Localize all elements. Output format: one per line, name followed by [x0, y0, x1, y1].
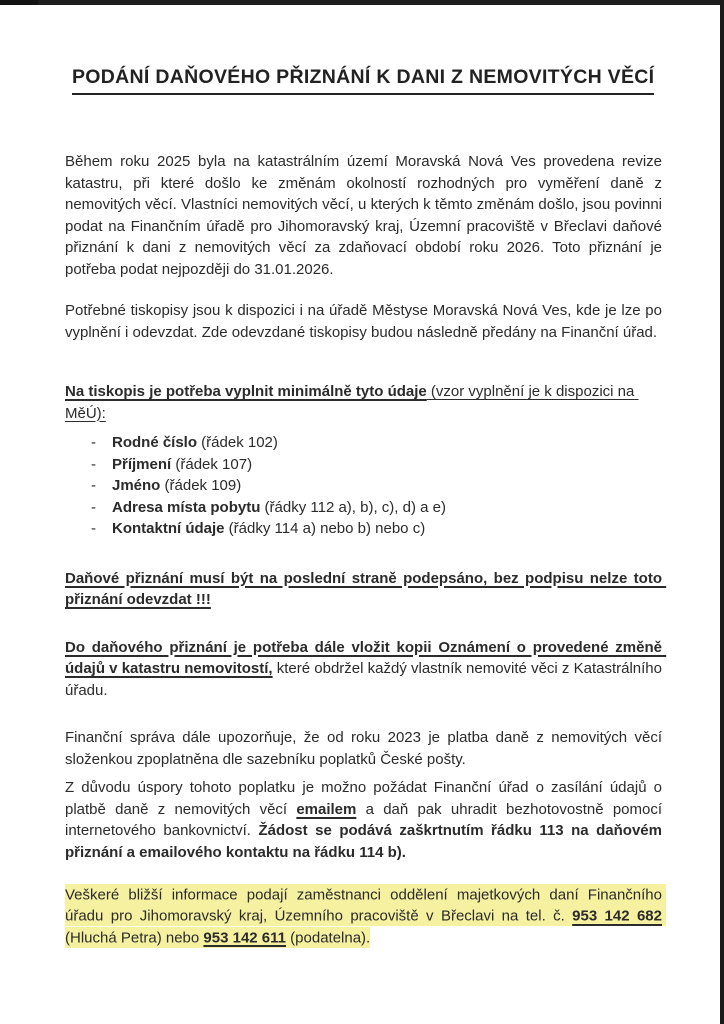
text-segment: Finanční správa dále upozorňuje, že od roku 2023 je platba daně z nemovitých věcí složenkou zpoplatněna dle sazebníku poplatků České pošty.	[65, 729, 667, 768]
text-segment: (vzor vyplnění je k dispozici na MěÚ):	[65, 383, 639, 422]
text-segment: Daňové přiznání musí být na poslední straně podepsáno, bez podpisu nelze toto přiznání odevzdat !!!	[65, 569, 667, 608]
list-item	[91, 475, 662, 497]
text-segment: Rodné číslo	[112, 434, 198, 451]
text-segment: které obdržel každý vlastník nemovité věci z Katastrálního úřadu.	[65, 660, 667, 699]
text-segment: Žádost se podává zaškrtnutím řádku 113 na daňovém přiznání a emailového kontaktu na řádku 114 b).	[65, 822, 667, 861]
list-marker: -	[91, 477, 96, 494]
text-segment: 953 142 611	[203, 927, 286, 948]
text-segment: Veškeré bližší informace podají zaměstnanci oddělení majetkových daní Finančního úřadu pro Jihomoravský kraj, Územního pracoviště v Břeclavi na tel. č.	[65, 884, 666, 927]
list-item-text	[112, 497, 446, 519]
list-item-text	[112, 454, 252, 476]
text-segment: (podatelna).	[286, 927, 370, 948]
paragraph-fee-notice	[65, 727, 667, 770]
list-item	[91, 518, 662, 540]
text-segment: Do daňového přiznání je potřeba dále vložit kopii Oznámení o provedené změně údajů v katastru nemovitostí,	[65, 638, 667, 677]
paragraph-contact-info-highlighted	[65, 884, 667, 949]
required-fields-heading	[65, 381, 662, 424]
text-segment: Kontaktní údaje	[112, 520, 225, 537]
text-segment: Během roku 2025 byla na katastrálním území Moravská Nová Ves provedena revize katastru, při které došlo ke změnám okolností rozhodných pro vyměření daně z nemovitých věcí. Vlastníci nemovitých věcí, u kterých k těmto změnám došlo, jsou povinni podat na Finančním úřadě pro Jihomoravský kraj, Územní pracoviště v Břeclavi daňové přiznání k dani z nemovitých věcí za zdaňovací období roku 2026. Toto přiznání je potřeba podat nejpozději do 31.01.2026.	[65, 153, 667, 278]
text-segment: Potřebné tiskopisy jsou k dispozici i na úřadě Městyse Moravská Nová Ves, kde je lze po vyplnění i odevzdat. Zde odevzdané tiskopisy budou následně předány na Finanční úřad.	[65, 302, 667, 341]
text-segment: (řádek 107)	[171, 455, 253, 473]
required-fields-list	[65, 432, 662, 540]
list-marker: -	[91, 520, 96, 537]
text-segment: Na tiskopis je potřeba vyplnit minimálně tyto údaje	[65, 383, 427, 400]
text-segment: (Hluchá Petra) nebo	[65, 905, 666, 948]
paragraph-forms-availability	[65, 300, 667, 343]
list-item-text	[112, 518, 425, 540]
text-segment: (řádek 109)	[160, 477, 242, 494]
document-title: PODÁNÍ DAŇOVÉHO PŘIZNÁNÍ K DANI Z NEMOVITÝCH VĚCÍ	[72, 66, 654, 95]
list-item	[91, 497, 662, 519]
paragraph-email-request	[65, 777, 667, 863]
text-segment: (řádky 114 a) nebo b) nebo c)	[224, 520, 426, 537]
text-segment: Příjmení	[112, 455, 172, 473]
text-segment: Adresa místa pobytu	[112, 498, 261, 516]
list-marker: -	[91, 498, 96, 516]
paragraph-signature-warning	[65, 568, 667, 611]
list-item-text	[112, 475, 241, 497]
list-marker: -	[91, 455, 96, 473]
list-marker: -	[91, 434, 96, 451]
text-segment: Jméno	[112, 477, 161, 494]
list-item	[91, 454, 662, 476]
list-item-text	[112, 432, 278, 454]
list-item	[91, 432, 662, 454]
text-segment: (řádky 112 a), b), c), d) a e)	[260, 498, 446, 516]
text-segment: emailem	[296, 800, 357, 818]
text-segment: (řádek 102)	[197, 434, 278, 451]
paragraph-revision-intro	[65, 151, 667, 280]
text-segment: Z důvodu úspory tohoto poplatku je možno požádat Finanční úřad o zasílání údajů o platbě daně z nemovitých věcí	[65, 779, 667, 818]
paragraph-attachment-note	[65, 637, 667, 702]
text-segment: a daň pak uhradit bezhotovostně pomocí internetového bankovnictví.	[65, 800, 667, 839]
text-segment: 953 142 682	[572, 905, 662, 926]
